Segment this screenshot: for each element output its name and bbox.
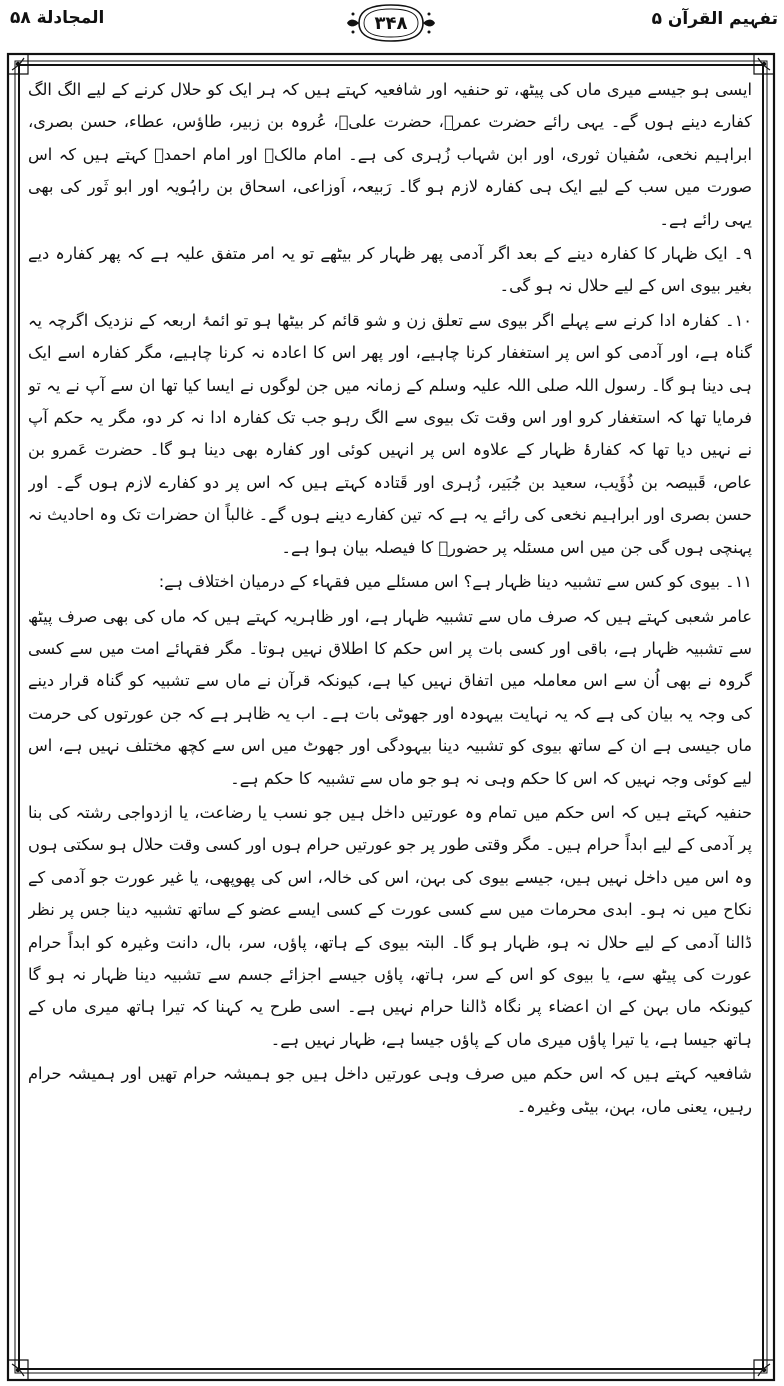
paragraph-continuation: ایسی ہو جیسے میری ماں کی پیٹھ، تو حنفیہ اور شافعیہ کہتے ہیں کہ ہر ایک کو حلال کرنے کے لیے الگ الگ کفارے دینے ہوں گے۔ یہی رائے حضرت عمرؓ، حضرت علیؓ، عُروہ بن زبیر، طاؤس، عطاء، حسن بصری، ابراہیم نخعی، سُفیان ثوری، اور ابن شہاب زُہری کی ہے۔ امام مالکؒ اور امام احمدؒ کہتے ہیں کہ اس صورت میں سب کے لیے ایک ہی کفارہ لازم ہو گا۔ رَبیعہ، اَوزاعی، اسحاق بن راہُویہ اور ابو ثَور کی بھی یہی رائے ہے۔ bbox=[28, 80, 752, 229]
page-number-medallion bbox=[345, 2, 437, 44]
paragraph-shabi-zahiriyya: عامر شعبی کہتے ہیں کہ صرف ماں سے تشبیہ ظہار ہے، اور ظاہریہ کہتے ہیں کہ ماں کی بھی صرف پیٹھ سے تشبیہ ظہار ہے، باقی اور کسی بات پر اس حکم کا اطلاق نہیں ہوتا۔ مگر فقہائے امت میں سے کسی گروہ نے بھی اُن سے اس معاملہ میں اتفاق نہیں کیا ہے، کیونکہ قرآن نے ماں سے تشبیہ کو گناہ قرار دینے کی وجہ یہ بیان کی ہے کہ یہ نہایت بیہودہ اور جھوٹی بات ہے۔ اب یہ ظاہر ہے کہ جن عورتوں کی حرمت ماں جیسی ہے ان کے ساتھ بیوی کو تشبیہ دینا بیہودگی اور جھوٹ میں اس سے کچھ مختلف نہیں ہے، اس لیے کوئی وجہ نہیں کہ اس کا حکم وہی نہ ہو جو ماں سے تشبیہ کا حکم ہے۔ bbox=[28, 606, 752, 788]
paragraph-note-11: ۱۱۔ بیوی کو کس سے تشبیہ دینا ظہار ہے؟ اس مسئلے میں فقہاء کے درمیان اختلاف ہے: bbox=[158, 572, 752, 592]
book-running-title: تفہیم القرآن ۵ bbox=[651, 9, 778, 29]
page-header bbox=[0, 0, 784, 52]
surah-running-title: المجادلة ۵۸ bbox=[10, 8, 105, 28]
paragraph-hanafiyya: حنفیہ کہتے ہیں کہ اس حکم میں تمام وہ عورتیں داخل ہیں جو نسب یا رضاعت، یا ازدواجی رشتہ کی بنا پر آدمی کے لیے ابداً حرام ہیں۔ مگر وقتی طور پر جو عورتیں حرام ہوں اور کسی وقت حلال ہو سکتی ہوں وہ اس میں داخل نہیں ہیں، جیسے بیوی کی بہن، اس کی خالہ، اس کی پھوپھی، یا غیر عورت جو آدمی کے نکاح میں نہ ہو۔ ابدی محرمات میں سے کسی عورت کے کسی ایسے عضو کے ساتھ تشبیہ دینا جس پر نظر ڈالنا آدمی کے لیے حلال نہ ہو، ظہار ہو گا۔ البتہ بیوی کے ہاتھ، پاؤں، سر، بال، دانت وغیرہ کو ابداً حرام عورت کی پیٹھ سے، یا بیوی کو اس کے سر، ہاتھ، پاؤں جیسے اجزائے جسم سے تشبیہ دینا ظہار نہ ہو گا کیونکہ ماں بہن کے ان اعضاء پر نگاہ ڈالنا حرام نہیں ہے۔ اسی طرح یہ کہنا کہ تیرا ہاتھ میری ماں کے ہاتھ جیسا ہے، یا تیرا پاؤں میری ماں کے پاؤں جیسا ہے، ظہار نہیں ہے۔ bbox=[28, 802, 752, 1049]
paragraph-note-9: ۹۔ ایک ظہار کا کفارہ دینے کے بعد اگر آدمی پھر ظہار کر بیٹھے تو یہ امر متفق علیہ ہے کہ پھر کفارہ دیے بغیر بیوی اس کے لیے حلال نہ ہو گی۔ bbox=[28, 244, 752, 296]
page-number: ۳۴۸ bbox=[374, 12, 408, 34]
paragraph-shafiyya: شافعیہ کہتے ہیں کہ اس حکم میں صرف وہی عورتیں داخل ہیں جو ہمیشہ حرام تھیں اور ہمیشہ حرام رہیں، یعنی ماں، بہن، بیٹی وغیرہ۔ bbox=[28, 1064, 752, 1116]
commentary-body bbox=[28, 74, 752, 1370]
paragraph-note-10: ۱۰۔ کفارہ ادا کرنے سے پہلے اگر بیوی سے تعلق زن و شو قائم کر بیٹھا ہو تو ائمۂ اربعہ کے نزدیک اگرچہ یہ گناہ ہے، اور آدمی کو اس پر استغفار کرنا چاہیے، اور پھر اس کا اعادہ نہ کرنا چاہیے، مگر کفارہ اسے ایک ہی دینا ہو گا۔ رسول اللہ صلی اللہ علیہ وسلم کے زمانہ میں جن لوگوں نے ایسا کیا تھا ان سے آپ نے یہ تو فرمایا تھا کہ استغفار کرو اور اس وقت تک بیوی سے الگ رہو جب تک کفارہ ادا نہ کر دو، مگر یہ حکم آپ نے نہیں دیا تھا کہ کفارۂ ظہار کے علاوہ اس پر انہیں کوئی اور کفارہ بھی دینا ہو گا۔ حضرت عَمرو بن عاص، قَبیصہ بن ذُؤَیب، سعید بن جُبَیر، زُہری اور قَتادہ کہتے ہیں کہ اس پر دو کفارے لازم ہوں گے۔ اور حسن بصری اور ابراہیم نخعی کی رائے یہ ہے کہ تین کفارے دینے ہوں گے۔ غالباً ان حضرات تک وہ احادیث نہ پہنچی ہوں گی جن میں اس مسئلہ پر حضورؐ کا فیصلہ بیان ہوا ہے۔ bbox=[28, 310, 752, 557]
